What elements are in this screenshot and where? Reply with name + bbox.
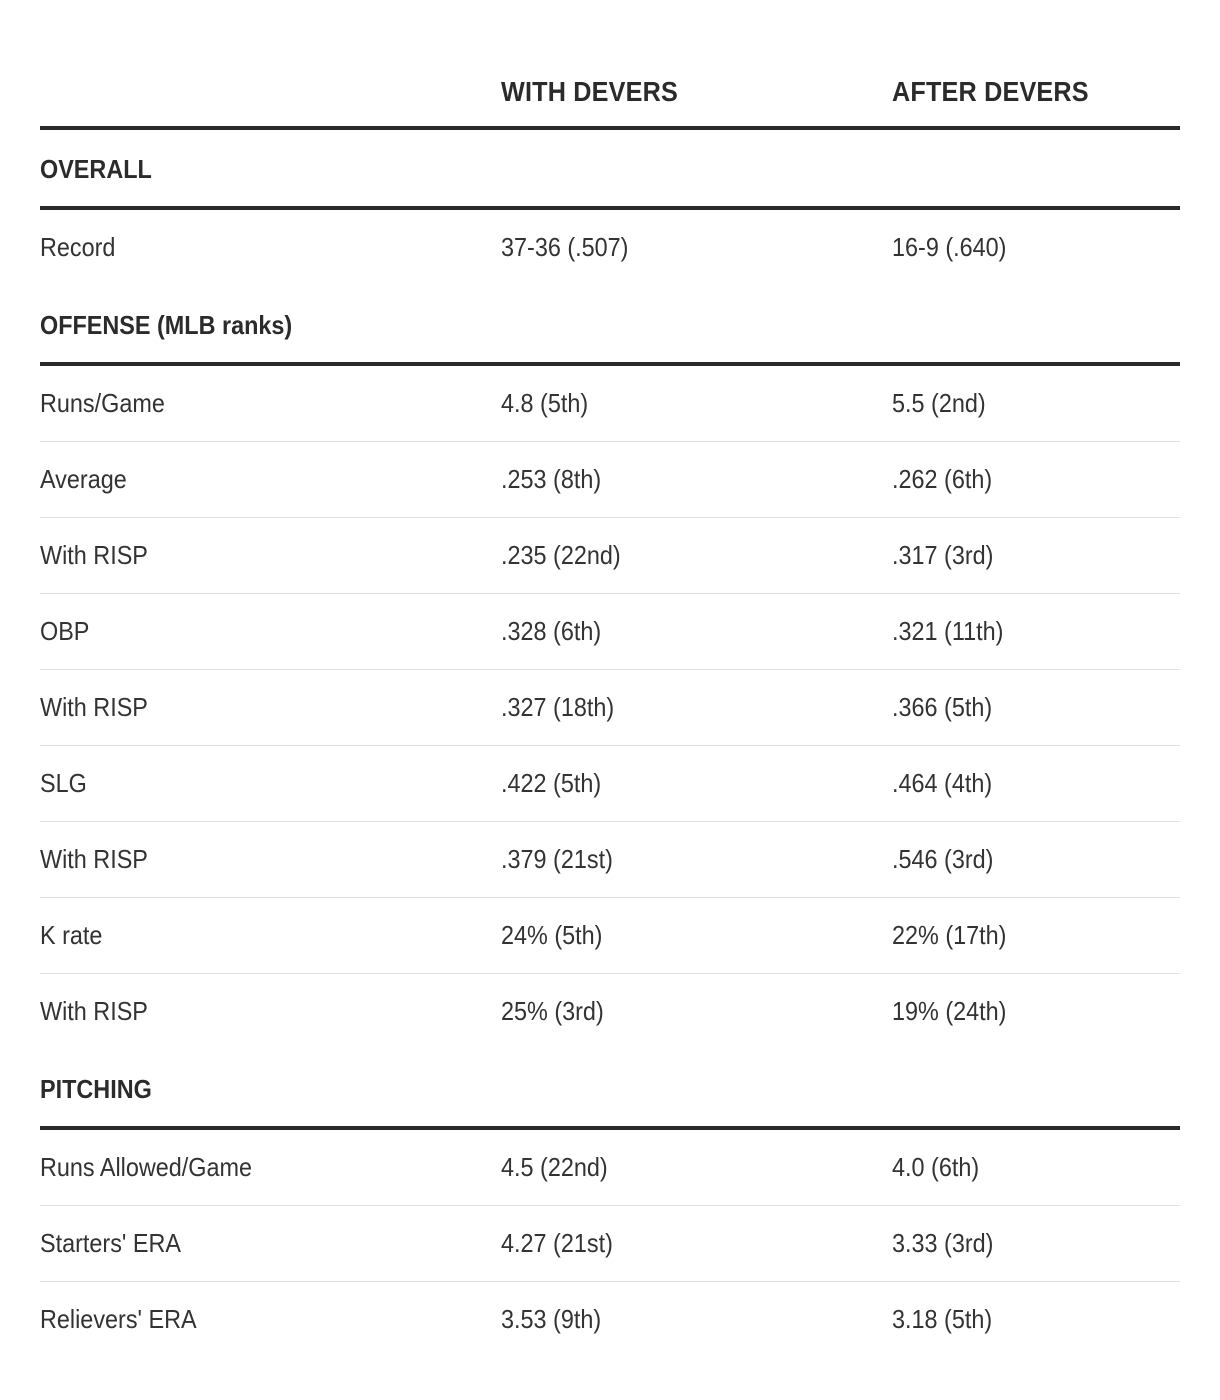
section-rows — [40, 210, 1180, 286]
row-label: K rate — [40, 920, 103, 950]
section-title: OVERALL — [40, 154, 152, 184]
table-row — [40, 974, 1180, 1050]
table-row — [40, 746, 1180, 822]
with-devers-value: 25% (3rd) — [501, 996, 604, 1026]
header-with-devers: WITH DEVERS — [501, 76, 678, 107]
header-after-devers: AFTER DEVERS — [892, 76, 1089, 107]
row-label: Relievers' ERA — [40, 1304, 197, 1334]
table-row — [40, 518, 1180, 594]
stats-table — [40, 56, 1180, 1358]
with-devers-value: 3.53 (9th) — [501, 1304, 602, 1334]
table-row — [40, 366, 1180, 442]
row-label: Record — [40, 232, 116, 262]
table-row — [40, 898, 1180, 974]
after-devers-value: .546 (3rd) — [892, 844, 994, 874]
after-devers-value: .464 (4th) — [892, 768, 993, 798]
after-devers-value: 4.0 (6th) — [892, 1152, 980, 1182]
table-row — [40, 594, 1180, 670]
with-devers-value: .379 (21st) — [501, 844, 613, 874]
row-label: Runs/Game — [40, 388, 165, 418]
table-row — [40, 1130, 1180, 1206]
row-label: SLG — [40, 768, 87, 798]
with-devers-value: .327 (18th) — [501, 692, 615, 722]
after-devers-value: .321 (11th) — [892, 616, 1004, 646]
with-devers-value: 37-36 (.507) — [501, 232, 629, 262]
with-devers-value: .422 (5th) — [501, 768, 602, 798]
after-devers-value: .317 (3rd) — [892, 540, 994, 570]
section-rows — [40, 1130, 1180, 1358]
after-devers-value: 3.33 (3rd) — [892, 1228, 994, 1258]
row-label: Starters' ERA — [40, 1228, 182, 1258]
with-devers-value: 4.8 (5th) — [501, 388, 589, 418]
row-label: Average — [40, 464, 127, 494]
section-header — [40, 1050, 1180, 1130]
table-header — [40, 56, 1180, 130]
table-row — [40, 210, 1180, 286]
row-label: OBP — [40, 616, 90, 646]
table-row — [40, 822, 1180, 898]
section-header — [40, 130, 1180, 210]
row-label: With RISP — [40, 996, 148, 1026]
table-row — [40, 442, 1180, 518]
table-row — [40, 1206, 1180, 1282]
with-devers-value: .328 (6th) — [501, 616, 602, 646]
section-title: OFFENSE (MLB ranks) — [40, 310, 293, 340]
with-devers-value: .235 (22nd) — [501, 540, 621, 570]
after-devers-value: .366 (5th) — [892, 692, 993, 722]
row-label: With RISP — [40, 540, 148, 570]
row-label: Runs Allowed/Game — [40, 1152, 253, 1182]
after-devers-value: 16-9 (.640) — [892, 232, 1007, 262]
with-devers-value: 24% (5th) — [501, 920, 603, 950]
after-devers-value: 19% (24th) — [892, 996, 1007, 1026]
section-header — [40, 286, 1180, 366]
row-label: With RISP — [40, 692, 148, 722]
with-devers-value: 4.27 (21st) — [501, 1228, 613, 1258]
after-devers-value: 22% (17th) — [892, 920, 1007, 950]
with-devers-value: 4.5 (22nd) — [501, 1152, 608, 1182]
table-body — [40, 130, 1180, 1358]
after-devers-value: 5.5 (2nd) — [892, 388, 986, 418]
after-devers-value: .262 (6th) — [892, 464, 993, 494]
with-devers-value: .253 (8th) — [501, 464, 602, 494]
section-title: PITCHING — [40, 1074, 152, 1104]
after-devers-value: 3.18 (5th) — [892, 1304, 993, 1334]
table-row — [40, 1282, 1180, 1358]
row-label: With RISP — [40, 844, 148, 874]
section-rows — [40, 366, 1180, 1050]
table-row — [40, 670, 1180, 746]
